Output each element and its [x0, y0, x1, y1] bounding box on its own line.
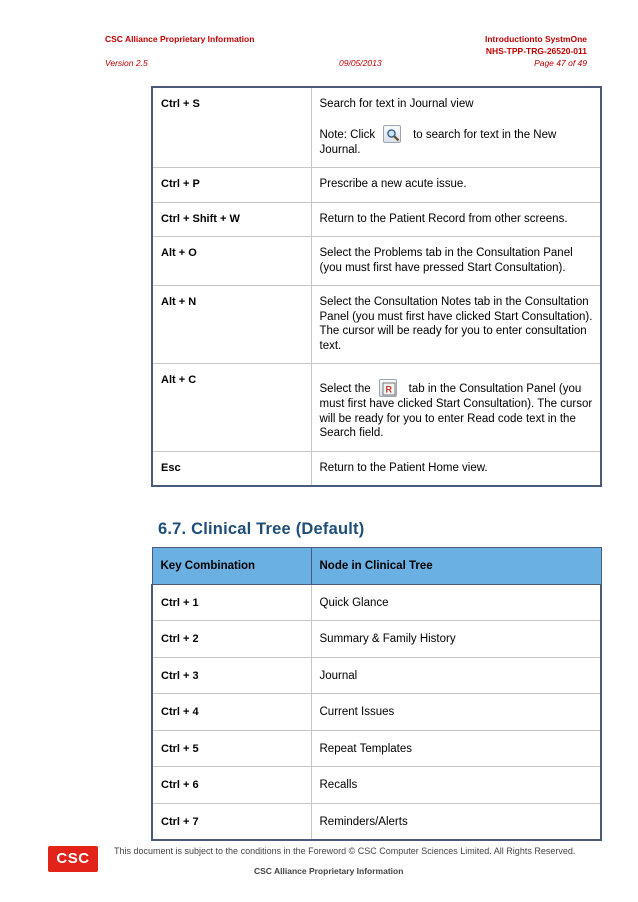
table-row	[152, 202, 601, 237]
table-header-row	[152, 548, 601, 585]
key-cell: Alt + N	[152, 286, 311, 364]
key-cell: Alt + O	[152, 237, 311, 286]
table-row	[152, 87, 601, 168]
key-cell: Ctrl + 6	[152, 767, 311, 804]
desc-cell: Prescribe a new acute issue.	[311, 168, 601, 203]
note-before: Note: Click	[319, 128, 376, 141]
table-row	[152, 621, 601, 658]
footer-classification: CSC Alliance Proprietary Information	[254, 866, 404, 876]
node-cell: Current Issues	[311, 694, 601, 731]
desc-text: Search for text in Journal view	[319, 98, 474, 110]
desc-cell	[311, 364, 601, 452]
node-cell: Journal	[311, 657, 601, 694]
section-heading: 6.7. Clinical Tree (Default)	[158, 520, 365, 538]
table-row	[152, 767, 601, 804]
node-cell: Recalls	[311, 767, 601, 804]
table-row	[152, 803, 601, 840]
desc-cell: Return to the Patient Home view.	[311, 451, 601, 486]
desc-cell: Return to the Patient Record from other screens.	[311, 202, 601, 237]
node-cell: Reminders/Alerts	[311, 803, 601, 840]
table-row	[152, 451, 601, 486]
key-cell: Alt + C	[152, 364, 311, 452]
node-cell: Summary & Family History	[311, 621, 601, 658]
desc-cell: Select the Consultation Notes tab in the Consultation Panel (you must first have clicked Start Consultation). The cursor will be ready for you to enter consultation text.	[311, 286, 601, 364]
header-doc-ref: NHS-TPP-TRG-26520-011	[485, 46, 587, 56]
svg-text:R: R	[385, 384, 392, 395]
header-version: Version 2.5	[105, 58, 148, 68]
table-row	[152, 286, 601, 364]
key-cell: Ctrl + 5	[152, 730, 311, 767]
header-page-number: Page 47 of 49	[534, 58, 587, 68]
magnifier-icon	[383, 125, 401, 143]
table-row	[152, 730, 601, 767]
table-row	[152, 168, 601, 203]
key-cell: Ctrl + P	[152, 168, 311, 203]
desc-cell	[311, 87, 601, 168]
key-cell: Esc	[152, 451, 311, 486]
key-cell: Ctrl + 2	[152, 621, 311, 658]
table-row	[152, 694, 601, 731]
header-classification: CSC Alliance Proprietary Information	[105, 34, 255, 44]
shortcut-table	[151, 86, 602, 487]
key-cell: Ctrl + 3	[152, 657, 311, 694]
note-text	[320, 125, 594, 158]
key-cell: Ctrl + S	[152, 87, 311, 168]
desc-before: Select the	[319, 383, 371, 395]
desc-cell: Select the Problems tab in the Consultation Panel (you must first have pressed Start Consultation).	[311, 237, 601, 286]
key-cell: Ctrl + 4	[152, 694, 311, 731]
table-row	[152, 584, 601, 621]
csc-logo: CSC	[48, 846, 98, 872]
header-date: 09/05/2013	[339, 58, 382, 68]
column-header-node: Node in Clinical Tree	[311, 548, 601, 585]
read-code-icon	[379, 379, 397, 397]
key-cell: Ctrl + Shift + W	[152, 202, 311, 237]
node-cell: Repeat Templates	[311, 730, 601, 767]
table-row	[152, 657, 601, 694]
footer-copyright: This document is subject to the conditions in the Foreword © CSC Computer Sciences Limited. All Rights Reserved.	[114, 846, 576, 856]
node-cell: Quick Glance	[311, 584, 601, 621]
key-cell: Ctrl + 7	[152, 803, 311, 840]
table-row	[152, 237, 601, 286]
desc-after: tab in the Consultation Panel (you must first have clicked Start Consultation). The cursor will be ready for you to enter Read code text in the Search field.	[319, 383, 593, 439]
key-cell: Ctrl + 1	[152, 584, 311, 621]
column-header-key: Key Combination	[152, 548, 311, 585]
table-row	[152, 364, 601, 452]
header-doc-title: Introductionto SystmOne	[485, 34, 587, 44]
note-after: to search for text in the New Journal.	[319, 128, 557, 156]
clinical-tree-table	[151, 547, 602, 841]
